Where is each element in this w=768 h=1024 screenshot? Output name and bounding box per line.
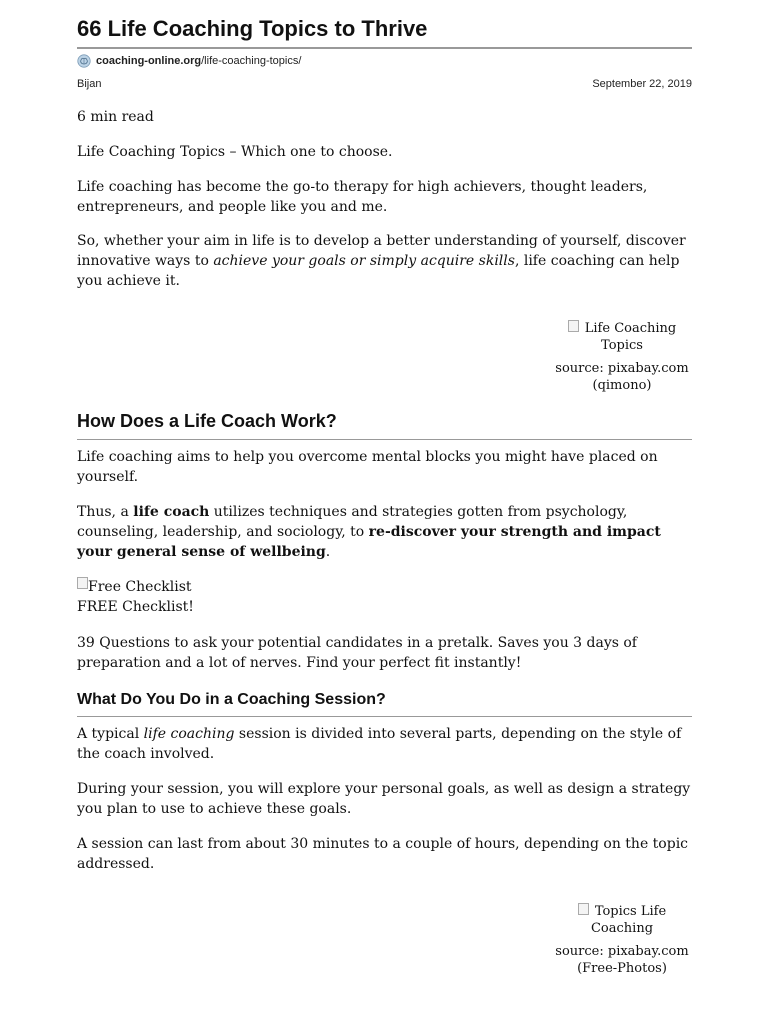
section-divider: [77, 439, 692, 440]
section2-paragraph-2: During your session, you will explore your personal goals, as well as design a strategy you plan to use to achieve these goals.: [77, 781, 691, 817]
section-heading-life-coach-work: How Does a Life Coach Work?: [77, 411, 337, 431]
broken-image: Life Coaching Topics: [549, 320, 695, 354]
source-domain[interactable]: coaching-online.org: [96, 55, 202, 67]
section1-paragraph-1: Life coaching aims to help you overcome mental blocks you might have placed on yourself.: [77, 449, 658, 485]
figure-caption: source: pixabay.com (qimono): [555, 361, 689, 393]
publish-date: September 22, 2019: [592, 78, 692, 90]
checklist-label: FREE Checklist!: [77, 599, 194, 615]
source-path[interactable]: /life-coaching-topics/: [201, 55, 302, 67]
intro-paragraph-2: So, whether your aim in life is to develop a better understanding of yourself, discover innovative ways to achieve your goals or simply acquire skills, life coaching can help you achieve it.: [77, 233, 686, 289]
page-title: 66 Life Coaching Topics to Thrive: [77, 16, 428, 41]
broken-image-icon: [77, 577, 88, 589]
section-divider: [77, 716, 692, 717]
free-checklist-block[interactable]: [77, 577, 194, 617]
title-divider: [77, 47, 692, 49]
checklist-image[interactable]: Free Checklist: [77, 577, 194, 597]
read-time: 6 min read: [77, 109, 154, 125]
figure-life-coaching-topics: [549, 320, 695, 394]
author: Bijan: [77, 78, 102, 90]
broken-image-icon: [578, 903, 589, 915]
source-link[interactable]: [77, 54, 301, 68]
section2-paragraph-1: A typical life coaching session is divided into several parts, depending on the style of the coach involved.: [77, 726, 682, 762]
intro-line: Life Coaching Topics – Which one to choose.: [77, 144, 393, 160]
section1-paragraph-2: Thus, a life coach utilizes techniques and strategies gotten from psychology, counseling, leadership, and sociology, to re-discover your strength and impact your general sense of wellbeing.: [77, 504, 661, 560]
figure-topics-life-coaching: [549, 903, 695, 977]
section-heading-coaching-session: What Do You Do in a Coaching Session?: [77, 691, 386, 708]
checklist-description: 39 Questions to ask your potential candidates in a pretalk. Saves you 3 days of preparation and a lot of nerves. Find your perfect fit instantly!: [77, 635, 637, 671]
broken-image-icon: [568, 320, 579, 332]
broken-image: Topics Life Coaching: [549, 903, 695, 937]
brain-icon: [77, 54, 91, 68]
section2-paragraph-3: A session can last from about 30 minutes to a couple of hours, depending on the topic addressed.: [77, 836, 689, 872]
article-meta: [77, 78, 692, 90]
intro-paragraph-1: Life coaching has become the go-to therapy for high achievers, thought leaders, entrepreneurs, and people like you and me.: [77, 179, 648, 215]
figure-caption: source: pixabay.com (Free-Photos): [555, 944, 689, 976]
